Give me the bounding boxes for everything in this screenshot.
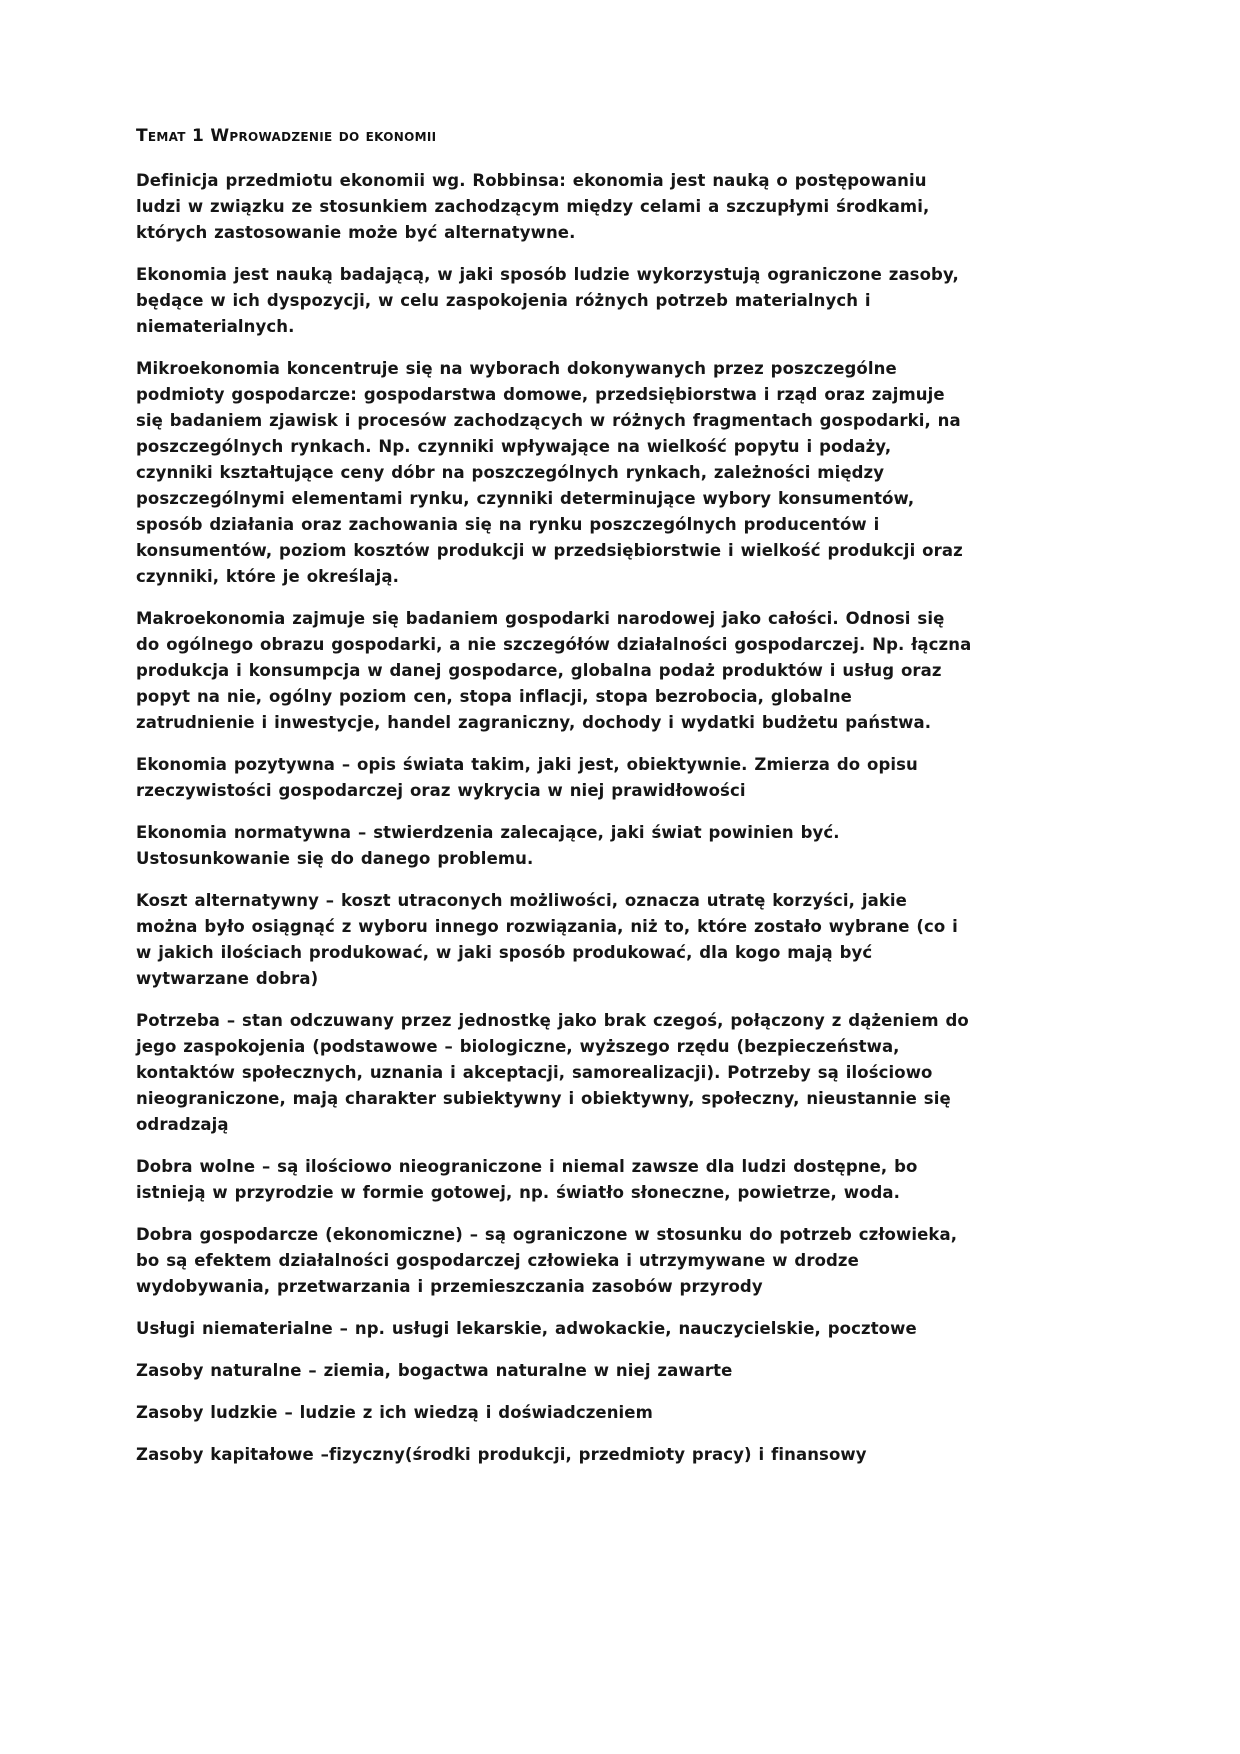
paragraph-definicja-ekonomii: Definicja przedmiotu ekonomii wg. Robbinsa: ekonomia jest nauką o postępowaniu ludzi w związku ze stosunkiem zachodzącym między celami a szczupłymi środkami, których zastosowanie może być alternatywne. [136,171,930,242]
paragraph-zasoby-ludzkie: Zasoby ludzkie – ludzie z ich wiedzą i doświadczeniem [136,1403,653,1422]
document-title: Temat 1 Wprowadzenie do ekonomii [136,126,437,146]
paragraph-ekonomia-pozytywna: Ekonomia pozytywna – opis świata takim, jaki jest, obiektywnie. Zmierza do opisu rzeczywistości gospodarczej oraz wykrycia w niej prawidłowości [136,755,918,800]
paragraph-dobra-gospodarcze: Dobra gospodarcze (ekonomiczne) – są ograniczone w stosunku do potrzeb człowieka, bo są efektem działalności gospodarczej człowieka i utrzymywane w drodze wydobywania, przetwarzania i przemieszczania zasobów przyrody [136,1225,958,1296]
paragraph-mikroekonomia: Mikroekonomia koncentruje się na wyborach dokonywanych przez poszczególne podmioty gospodarcze: gospodarstwa domowe, przedsiębiorstwa i rząd oraz zajmuje się badaniem zjawisk i procesów zachodzących w różnych fragmentach gospodarki, na poszczególnych rynkach. Np. czynniki wpływające na wielkość popytu i podaży, czynniki kształtujące ceny dóbr na poszczególnych rynkach, zależności między poszczególnymi elementami rynku, czynniki determinujące wybory konsumentów, sposób działania oraz zachowania się na rynku poszczególnych producentów i konsumentów, poziom kosztów produkcji w przedsiębiorstwie i wielkość produkcji oraz czynniki, które je określają. [136,359,963,586]
paragraph-ekonomia-nauka: Ekonomia jest nauką badającą, w jaki sposób ludzie wykorzystują ograniczone zasoby, będące w ich dyspozycji, w celu zaspokojenia różnych potrzeb materialnych i niematerialnych. [136,265,959,336]
paragraph-uslugi-niematerialne: Usługi niematerialne – np. usługi lekarskie, adwokackie, nauczycielskie, pocztowe [136,1319,917,1338]
paragraph-dobra-wolne: Dobra wolne – są ilościowo nieograniczone i niemal zawsze dla ludzi dostępne, bo istnieją w przyrodzie w formie gotowej, np. światło słoneczne, powietrze, woda. [136,1157,918,1202]
paragraph-potrzeba: Potrzeba – stan odczuwany przez jednostkę jako brak czegoś, połączony z dążeniem do jego zaspokojenia (podstawowe – biologiczne, wyższego rzędu (bezpieczeństwa, kontaktów społecznych, uznania i akceptacji, samorealizacji). Potrzeby są ilościowo nieograniczone, mają charakter subiektywny i obiektywny, społeczny, nieustannie się odradzają [136,1011,969,1134]
paragraph-zasoby-kapitalowe: Zasoby kapitałowe –fizyczny(środki produkcji, przedmioty pracy) i finansowy [136,1445,867,1464]
paragraph-ekonomia-normatywna: Ekonomia normatywna – stwierdzenia zalecające, jaki świat powinien być. Ustosunkowanie się do danego problemu. [136,823,840,868]
paragraph-koszt-alternatywny: Koszt alternatywny – koszt utraconych możliwości, oznacza utratę korzyści, jakie można było osiągnąć z wyboru innego rozwiązania, niż to, które zostało wybrane (co i w jakich ilościach produkować, w jaki sposób produkować, dla kogo mają być wytwarzane dobra) [136,891,958,988]
paragraph-makroekonomia: Makroekonomia zajmuje się badaniem gospodarki narodowej jako całości. Odnosi się do ogólnego obrazu gospodarki, a nie szczegółów działalności gospodarczej. Np. łączna produkcja i konsumpcja w danej gospodarce, globalna podaż produktów i usług oraz popyt na nie, ogólny poziom cen, stopa inflacji, stopa bezrobocia, globalne zatrudnienie i inwestycje, handel zagraniczny, dochody i wydatki budżetu państwa. [136,609,972,732]
paragraph-zasoby-naturalne: Zasoby naturalne – ziemia, bogactwa naturalne w niej zawarte [136,1361,733,1380]
